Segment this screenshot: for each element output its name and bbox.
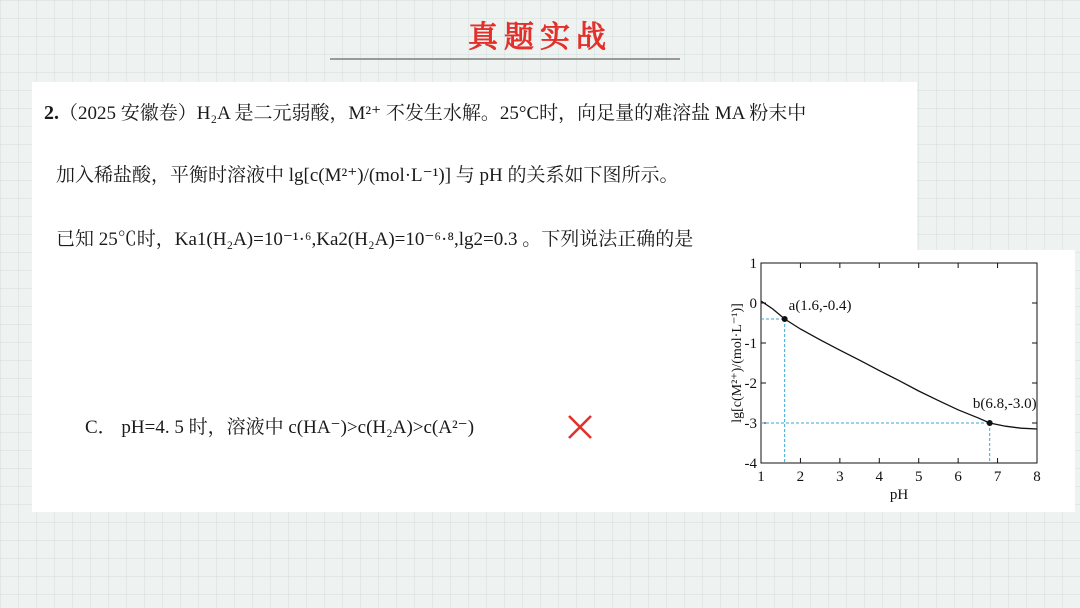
x-tick-label: 2 [796, 469, 805, 485]
x-tick-label: 1 [757, 469, 765, 485]
x-axis-label: pH [889, 487, 909, 503]
point-label: a(1.6,-0.4) [788, 298, 852, 314]
x-tick-label: 8 [1033, 469, 1041, 485]
data-point [782, 316, 788, 322]
question-line-2: 加入稀盐酸，平衡时溶液中 lg[c(M²⁺)/(mol·L⁻¹)] 与 pH 的关系如下图所示。 [56, 165, 679, 186]
x-tick-label: 4 [875, 469, 884, 485]
x-tick-label: 3 [836, 469, 844, 485]
x-tick-label: 7 [993, 469, 1002, 485]
x-tick-label: 6 [954, 469, 962, 485]
wrong-cross-icon [566, 413, 594, 441]
x-tick-label: 5 [914, 469, 923, 485]
y-axis-label: lg[c(M²⁺)/(mol·L⁻¹)] [730, 303, 745, 423]
y-tick-label: -4 [744, 456, 757, 472]
page-title: 真题实战 [468, 20, 612, 55]
question-line-1 [44, 98, 806, 125]
y-tick-label: 0 [749, 296, 757, 312]
question-text-1: （2025 安徽卷）H₂A 是二元弱酸，M²⁺ 不发生水解。25°C时，向足量的难溶盐 MA 粉末中 [59, 103, 807, 124]
chart [730, 250, 1070, 512]
y-tick-label: -2 [744, 376, 757, 392]
plot-frame [761, 263, 1037, 463]
y-tick-label: 1 [749, 256, 757, 272]
option-c: C． pH=4. 5 时，溶液中 c(HA⁻)>c(H₂A)>c(A²⁻) [85, 417, 475, 438]
y-tick-label: -3 [744, 416, 757, 432]
y-tick-label: -1 [744, 336, 757, 352]
point-label: b(6.8,-3.0) [972, 396, 1037, 412]
question-number: 2. [44, 102, 59, 124]
data-point [987, 420, 993, 426]
question-line-3: 已知 25℃时，Ka1(H₂A)=10⁻¹·⁶,Ka2(H₂A)=10⁻⁶·⁸,lg2=0.3 。下列说法正确的是 [56, 229, 694, 250]
title-divider [330, 58, 680, 60]
